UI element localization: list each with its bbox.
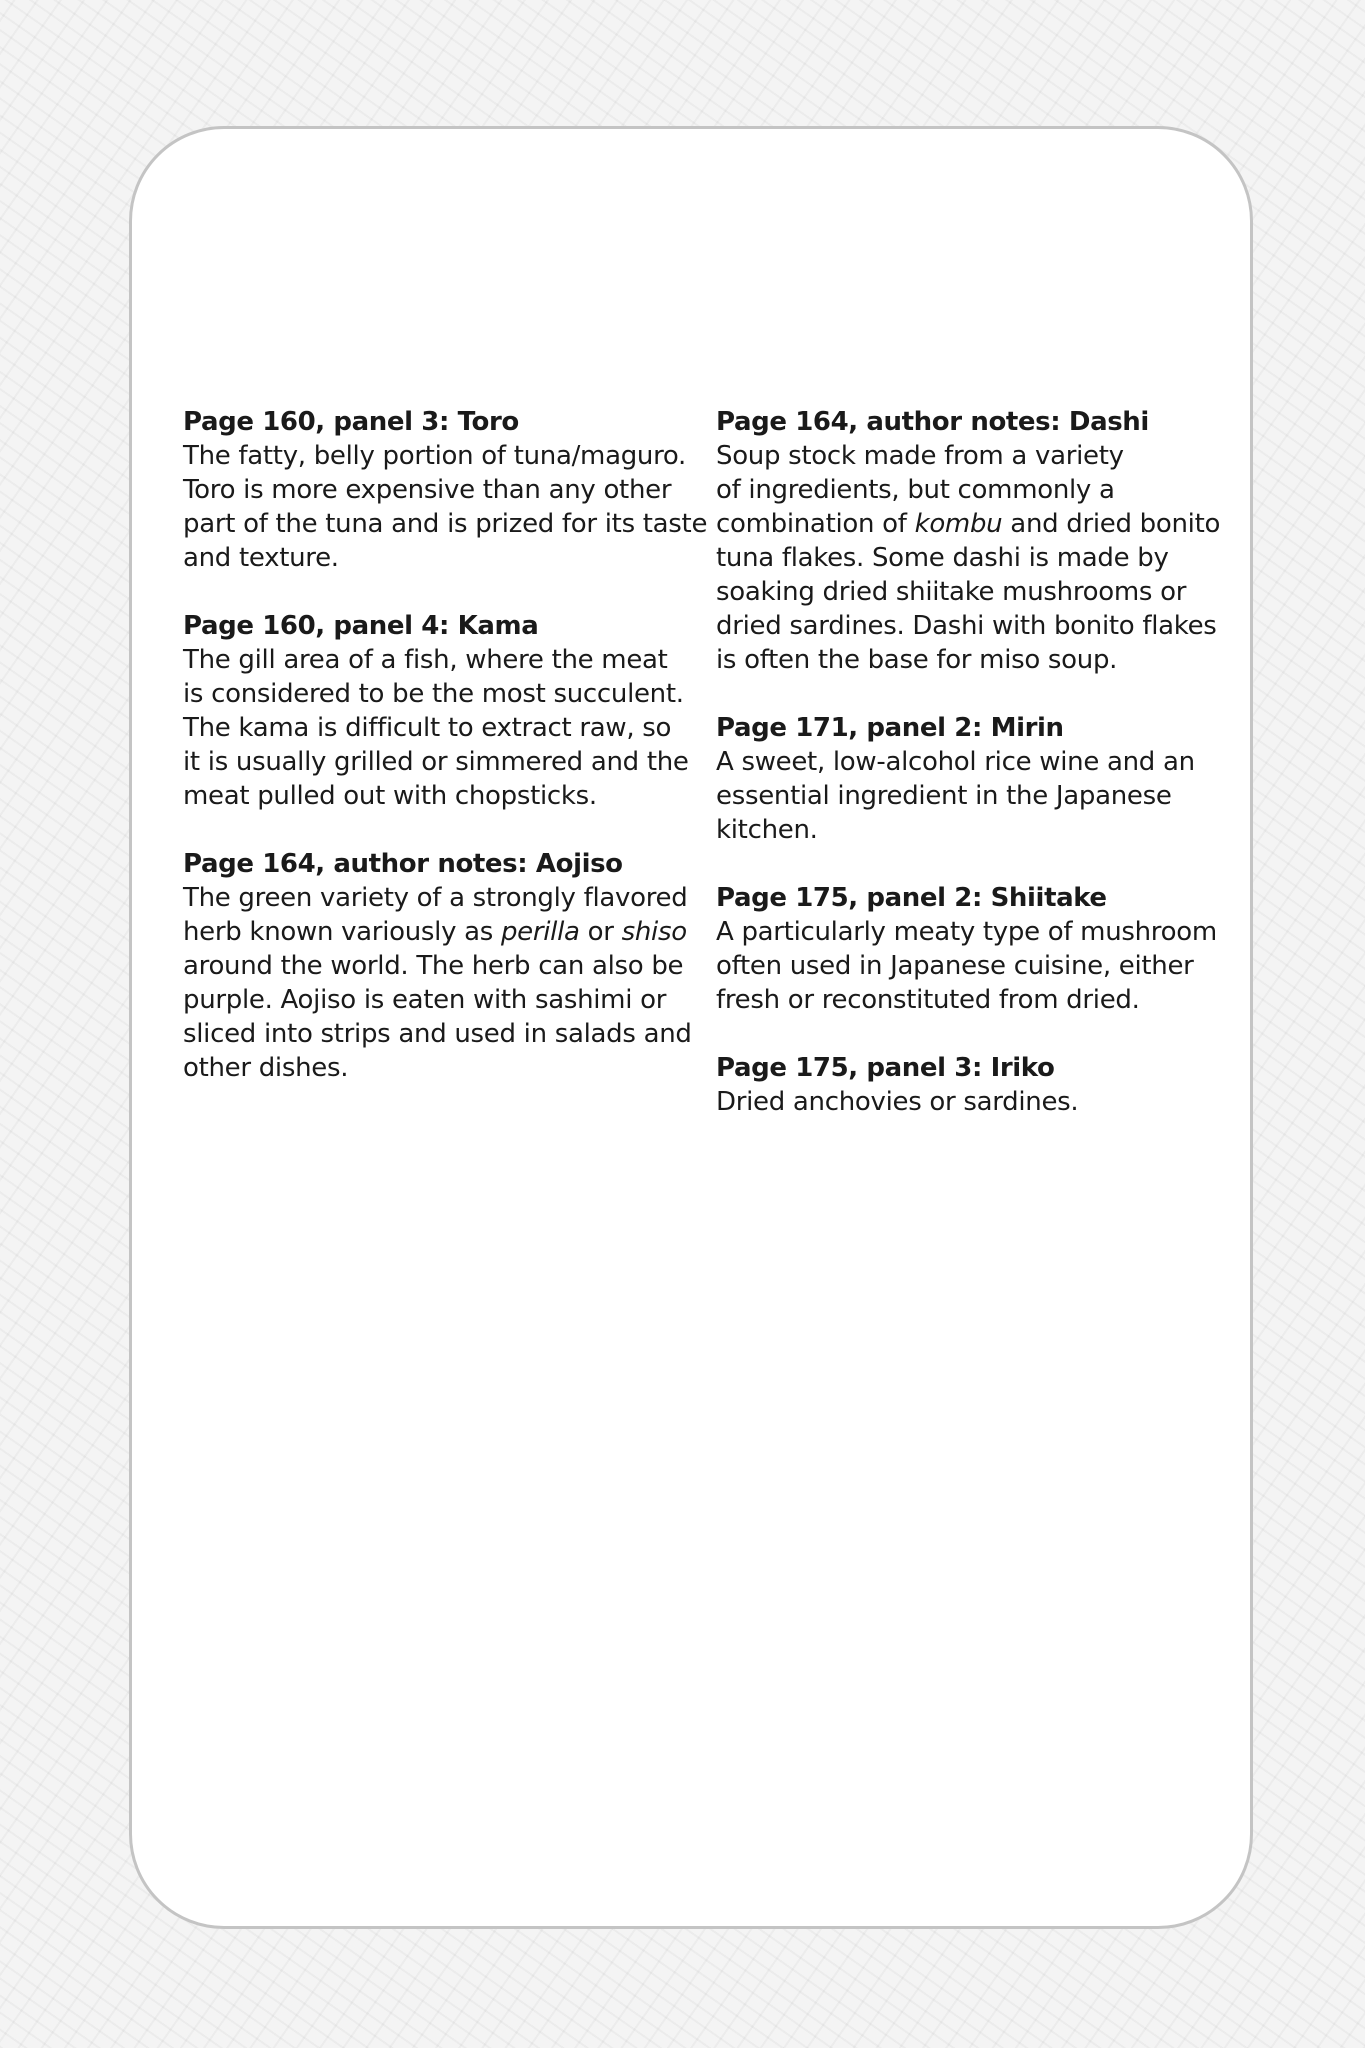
note-shiitake	[716, 881, 1236, 1017]
note-line: purple. Aojiso is eaten with sashimi or	[183, 985, 667, 1015]
note-body	[716, 745, 1236, 847]
note-line: Soup stock made from a variety	[716, 441, 1124, 471]
note-line: combination of kombu and dried bonito	[716, 509, 1221, 539]
note-line: essential ingredient in the Japanese	[716, 781, 1172, 811]
note-line: dried sardines. Dashi with bonito flakes	[716, 611, 1217, 641]
note-heading: Page 175, panel 2: Shiitake	[716, 883, 1107, 913]
note-line: fresh or reconstituted from dried.	[716, 985, 1140, 1015]
note-body	[716, 439, 1236, 677]
notes-column-right	[716, 405, 1236, 1153]
note-line: is considered to be the most succulent.	[183, 679, 684, 709]
note-heading: Page 160, panel 4: Kama	[183, 611, 539, 641]
note-heading: Page 175, panel 3: Iriko	[716, 1053, 1055, 1083]
note-dashi	[716, 405, 1236, 677]
note-line: The gill area of a fish, where the meat	[183, 645, 668, 675]
note-line: it is usually grilled or simmered and the	[183, 747, 689, 777]
note-line: part of the tuna and is prized for its taste	[183, 509, 708, 539]
note-mirin	[716, 711, 1236, 847]
note-body	[183, 643, 689, 813]
note-iriko	[716, 1051, 1236, 1119]
note-line: A sweet, low-alcohol rice wine and an	[716, 747, 1195, 777]
note-line: other dishes.	[183, 1053, 349, 1083]
note-heading: Page 160, panel 3: Toro	[183, 407, 519, 437]
note-line: often used in Japanese cuisine, either	[716, 951, 1194, 981]
note-body	[716, 915, 1236, 1017]
notes-column-left	[183, 405, 708, 1119]
note-line: The green variety of a strongly flavored	[183, 883, 688, 913]
note-line: meat pulled out with chopsticks.	[183, 781, 597, 811]
note-line: of ingredients, but commonly a	[716, 475, 1115, 505]
note-heading: Page 171, panel 2: Mirin	[716, 713, 1064, 743]
note-line: A particularly meaty type of mushroom	[716, 917, 1217, 947]
note-heading: Page 164, author notes: Dashi	[716, 407, 1149, 437]
note-line: sliced into strips and used in salads and	[183, 1019, 692, 1049]
note-line: The fatty, belly portion of tuna/maguro.	[183, 441, 687, 471]
note-line: around the world. The herb can also be	[183, 951, 684, 981]
note-line: The kama is difficult to extract raw, so	[183, 713, 672, 743]
note-aojiso	[183, 847, 692, 1085]
note-body	[716, 1085, 1236, 1119]
note-toro	[183, 405, 708, 575]
note-line: Dried anchovies or sardines.	[716, 1087, 1079, 1117]
note-line: soaking dried shiitake mushrooms or	[716, 577, 1187, 607]
note-line: is often the base for miso soup.	[716, 645, 1118, 675]
note-line: and texture.	[183, 543, 339, 573]
note-line: tuna flakes. Some dashi is made by	[716, 543, 1169, 573]
note-line: Toro is more expensive than any other	[183, 475, 672, 505]
note-line: kitchen.	[716, 815, 818, 845]
note-kama	[183, 609, 689, 813]
note-heading: Page 164, author notes: Aojiso	[183, 849, 623, 879]
note-body	[183, 439, 708, 575]
note-body	[183, 881, 692, 1085]
note-line: herb known variously as perilla or shiso	[183, 917, 687, 947]
